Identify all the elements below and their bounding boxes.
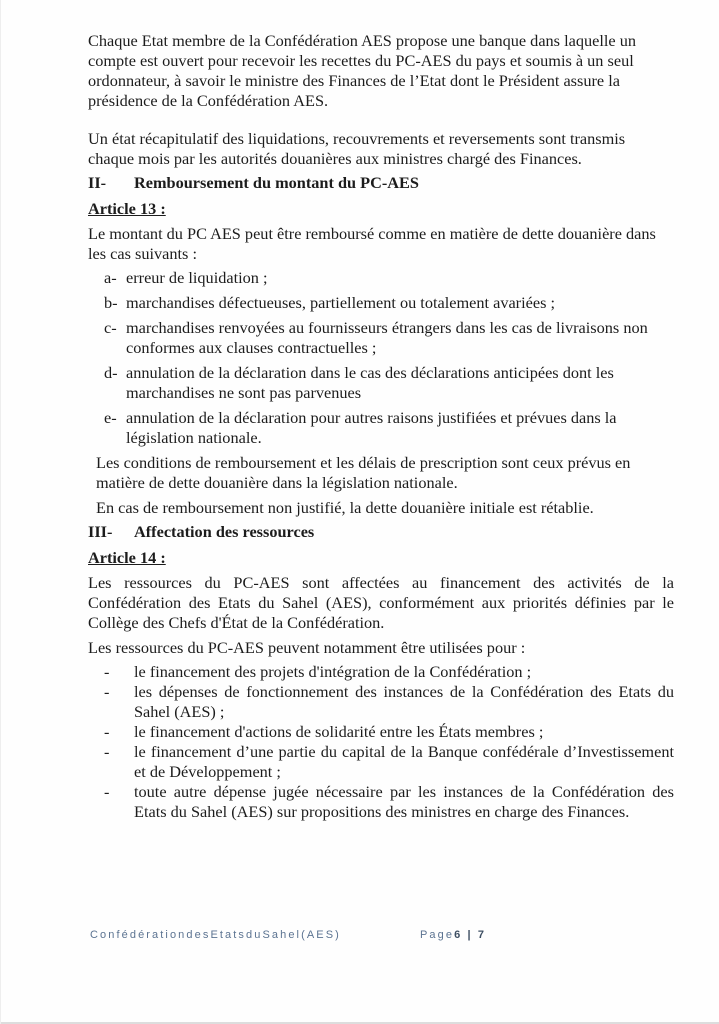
dash-bullet: -: [104, 782, 110, 801]
list-marker: b-: [104, 293, 118, 312]
list-item: [104, 722, 674, 742]
page-number: [420, 929, 486, 941]
dash-bullet: -: [104, 682, 110, 701]
page-total: 7: [477, 929, 487, 941]
intro-paragraph: Chaque Etat membre de la Confédération AES propose une banque dans laquelle un compte est ouvert pour recevoir les recettes du PC-AES du pays et soumis à un seul ordonnateur, à savoir le ministre des Finances de l’Etat dont le Président assure la présidence de la Confédération AES.: [88, 31, 636, 110]
article-14-lead: Les ressources du PC-AES sont affectées au financement des activités de la Confédération des Etats du Sahel (AES), conformément aux priorités définies par le Collège des Chefs d'État de la Confédération.: [88, 573, 674, 632]
list-item-text: toute autre dépense jugée nécessaire par les instances de la Confédération des Etats du Sahel (AES) sur propositions des ministres en charge des Finances.: [134, 782, 674, 821]
unjustified-refund-paragraph: En cas de remboursement non justifié, la dette douanière initiale est rétablie.: [96, 498, 594, 517]
list-item: [104, 293, 674, 313]
list-item-text: annulation de la déclaration dans le cas des déclarations anticipées dont les marchandises ne sont pas parvenues: [126, 363, 614, 402]
dash-bullet: -: [104, 722, 110, 741]
list-item-text: le financement d’une partie du capital de la Banque confédérale d’Investissement et de Développement ;: [134, 742, 674, 781]
list-item: [104, 782, 674, 822]
page-footer: [90, 929, 550, 941]
page-separator: |: [462, 929, 478, 941]
page-current: 6: [454, 929, 463, 941]
list-marker: c-: [104, 318, 117, 337]
summary-paragraph: Un état récapitulatif des liquidations, recouvrements et reversements sont transmis chaque mois par les autorités douanières aux ministres chargé des Finances.: [88, 129, 626, 168]
list-marker: d-: [104, 363, 118, 382]
dash-bullet: -: [104, 742, 110, 761]
list-item-text: marchandises défectueuses, partiellement ou totalement avariées ;: [126, 293, 556, 312]
list-marker: a-: [104, 268, 117, 287]
list-item-text: les dépenses de fonctionnement des instances de la Confédération des Etats du Sahel (AES) ;: [134, 682, 674, 721]
list-item: [104, 662, 674, 682]
article-13-lead: Le montant du PC AES peut être remboursé comme en matière de dette douanière dans les cas suivants :: [88, 224, 656, 263]
section-heading-remboursement: [88, 173, 674, 193]
list-item-text: annulation de la déclaration pour autres raisons justifiées et prévues dans la législation nationale.: [126, 408, 617, 447]
list-marker: e-: [104, 408, 117, 427]
page-prefix: Page: [420, 929, 455, 941]
list-item: [104, 318, 674, 358]
list-item-text: erreur de liquidation ;: [126, 268, 268, 287]
section-title: Remboursement du montant du PC-AES: [134, 173, 419, 192]
refund-conditions-paragraph: Les conditions de remboursement et les délais de prescription sont ceux prévus en matière de dette douanière dans la législation nationale.: [96, 453, 631, 492]
section-number: II-: [88, 173, 107, 192]
list-item-text: le financement d'actions de solidarité entre les États membres ;: [134, 722, 544, 741]
page-content: [88, 31, 674, 822]
section-title: Affectation des ressources: [134, 522, 315, 541]
article-13-label: Article 13 :: [88, 199, 166, 218]
list-item: [104, 408, 674, 448]
list-item: [104, 682, 674, 722]
list-item-text: le financement des projets d'intégration de la Confédération ;: [134, 662, 532, 681]
article-14-label: Article 14 :: [88, 548, 166, 567]
list-item: [104, 742, 674, 782]
dash-bullet: -: [104, 662, 110, 681]
list-item: [104, 363, 674, 403]
resource-uses-intro: Les ressources du PC-AES peuvent notamment être utilisées pour :: [88, 638, 526, 657]
refund-cases-list: [88, 268, 674, 448]
resource-uses-list: [88, 662, 674, 822]
list-item-text: marchandises renvoyées au fournisseurs étrangers dans les cas de livraisons non conformes aux clauses contractuelles ;: [126, 318, 648, 357]
section-number: III-: [88, 522, 113, 541]
footer-organization: ConfédérationdesEtatsduSahel(AES): [90, 929, 341, 941]
section-heading-affectation: [88, 522, 674, 542]
list-item: [104, 268, 674, 288]
